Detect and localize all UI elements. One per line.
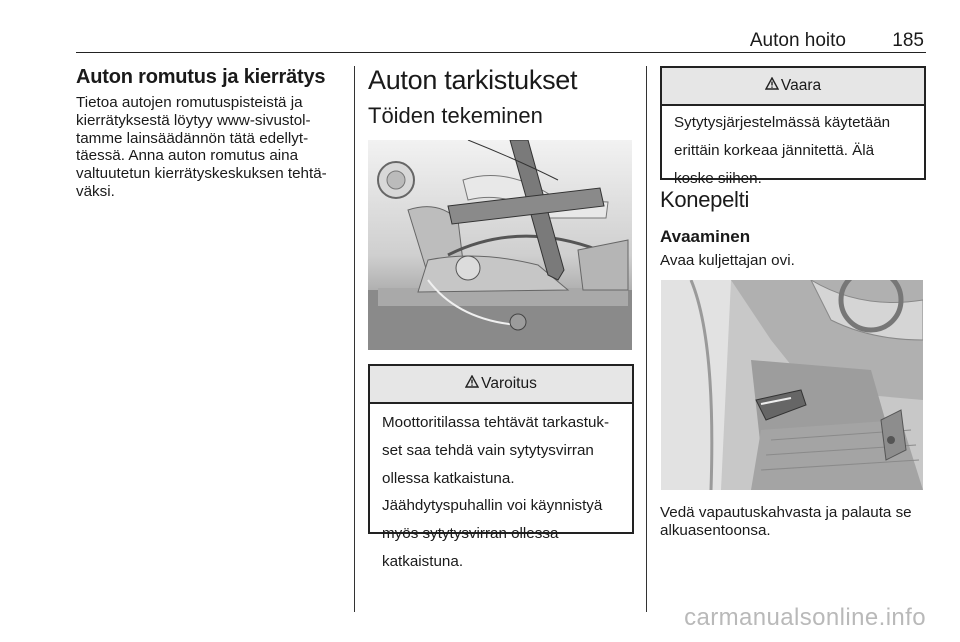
text-line: Sytytysjärjestelmässä käytetään bbox=[674, 114, 891, 131]
text-line: Vedä vapautuskahvasta ja palauta se bbox=[660, 504, 912, 521]
warning-paragraph bbox=[382, 414, 620, 487]
text-line: Tietoa autojen romutuspisteistä ja bbox=[76, 94, 303, 111]
text-line: Moottoritilassa tehtävät tarkastuk- bbox=[382, 414, 610, 431]
text-line: koske siihen. bbox=[674, 169, 762, 187]
danger-box-header bbox=[662, 68, 924, 106]
warning-title: Varoitus bbox=[481, 375, 537, 392]
engine-bay-crossed-out-image bbox=[368, 140, 632, 350]
text-line: katkaistuna. bbox=[382, 552, 464, 570]
text-line: valtuutetun kierrätyskeskuksen tehtä- bbox=[76, 165, 327, 183]
right-column bbox=[660, 184, 930, 270]
warning-box bbox=[368, 364, 634, 570]
text-line: täessä. Anna auton romutus aina bbox=[76, 147, 299, 165]
text-line: ollessa katkaistuna. bbox=[382, 469, 515, 487]
recycling-heading: Auton romutus ja kierrätys bbox=[76, 66, 326, 88]
opening-subheading: Avaaminen bbox=[660, 227, 751, 246]
danger-triangle-icon bbox=[765, 77, 779, 95]
recycling-text bbox=[76, 94, 346, 201]
middle-column bbox=[368, 64, 634, 130]
hood-heading: Konepelti bbox=[660, 187, 750, 212]
warning-triangle-icon bbox=[465, 375, 479, 393]
warning-body bbox=[370, 404, 632, 577]
text-line: erittäin korkeaa jännitettä. Älä bbox=[674, 141, 875, 159]
danger-body bbox=[662, 106, 924, 193]
left-column bbox=[76, 64, 346, 201]
watermark: carmanualsonline.info bbox=[684, 604, 926, 631]
page-header bbox=[76, 28, 926, 53]
warning-box-header bbox=[370, 366, 632, 404]
text-line: tamme lainsäädännön tätä edellyt- bbox=[76, 129, 309, 147]
open-door-text: Avaa kuljettajan ovi. bbox=[660, 252, 795, 269]
hood-release-lever-image bbox=[661, 280, 923, 490]
checks-heading: Auton tarkistukset bbox=[368, 65, 578, 95]
danger-title: Vaara bbox=[780, 77, 822, 94]
text-line: alkuasentoonsa. bbox=[660, 521, 771, 539]
page-number: 185 bbox=[892, 30, 924, 51]
text-line: kierrätyksestä löytyy www-sivustol- bbox=[76, 111, 311, 129]
warning-paragraph bbox=[382, 497, 620, 570]
text-line: myös sytytysvirran ollessa bbox=[382, 525, 559, 543]
section-title: Auton hoito bbox=[749, 30, 846, 51]
column-divider-1 bbox=[354, 66, 355, 612]
danger-box bbox=[660, 66, 926, 187]
release-instructions bbox=[660, 504, 935, 540]
text-line: Jäähdytyspuhallin voi käynnistyä bbox=[382, 497, 603, 515]
column-divider-2 bbox=[646, 66, 647, 612]
text-line: set saa tehdä vain sytytysvirran bbox=[382, 441, 594, 459]
working-subheading: Töiden tekeminen bbox=[368, 103, 543, 128]
text-line: väksi. bbox=[76, 182, 115, 200]
